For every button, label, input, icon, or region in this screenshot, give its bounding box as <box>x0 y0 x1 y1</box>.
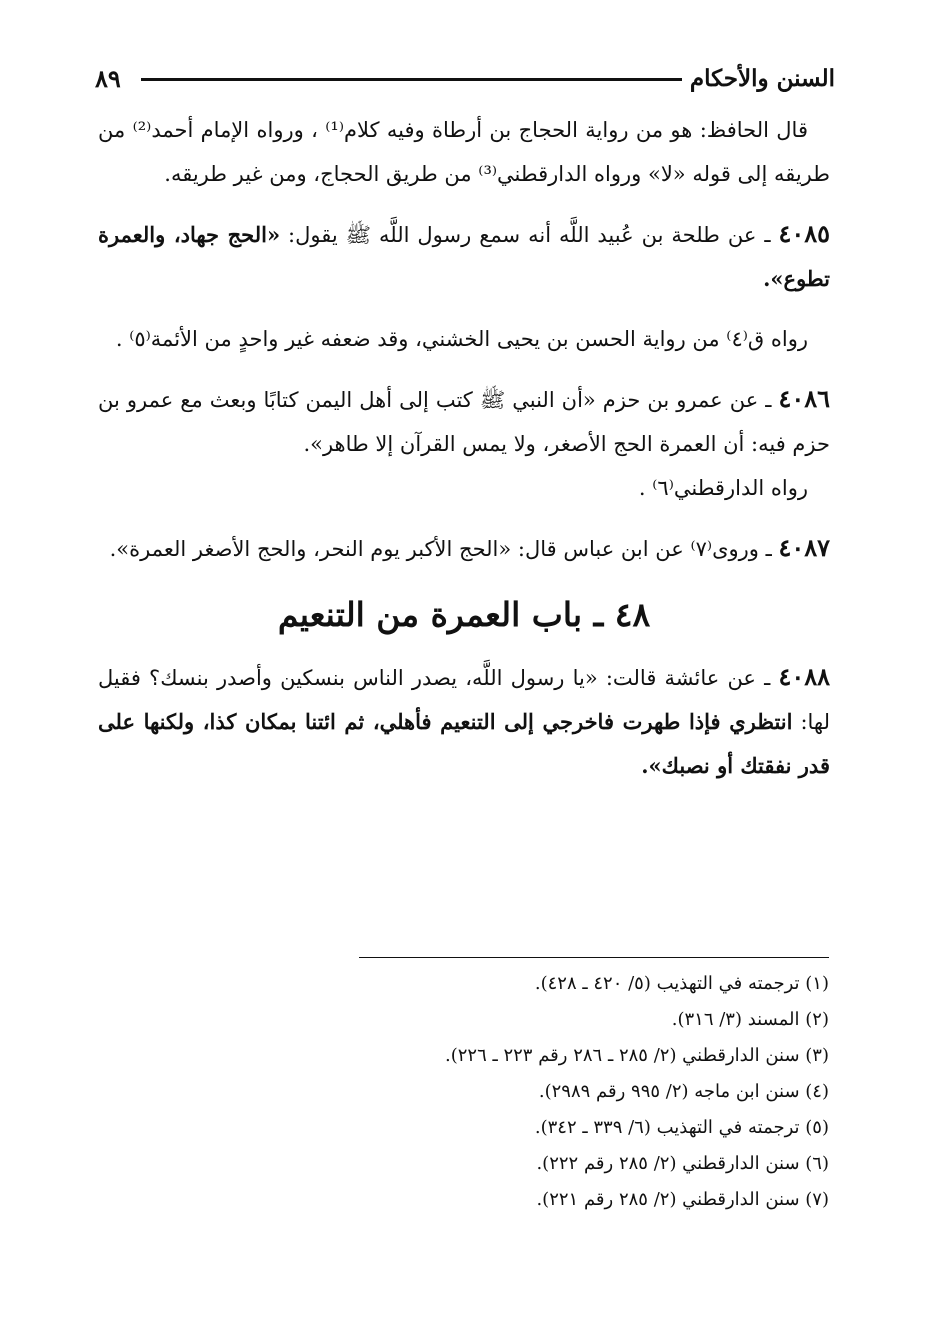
hadith-4085 <box>98 212 830 301</box>
hadith-text: ـ وروى⁽٧⁾ عن ابن عباس قال: «الحج الأكبر يوم النحر، والحج الأصغر العمرة». <box>109 537 779 561</box>
hadith-4086 <box>98 377 830 466</box>
footnote-5: (٥) ترجمته في التهذيب (٦/ ٣٣٩ ـ ٣٤٢). <box>534 1117 829 1138</box>
footnote-3: (٣) سنن الدارقطني (٢/ ٢٨٥ ـ ٢٨٦ رقم ٢٢٣ ـ ٢٢٦). <box>444 1045 829 1066</box>
footnote-2: (٢) المسند (٣/ ٣١٦). <box>671 1009 829 1030</box>
footnote-separator <box>359 957 829 958</box>
footnote-6: (٦) سنن الدارقطني (٢/ ٢٨٥ رقم ٢٢٢). <box>536 1153 829 1174</box>
paragraph-commentary-1: قال الحافظ: هو من رواية الحجاج بن أرطاة وفيه كلام⁽¹⁾ ، ورواه الإمام أحمد⁽²⁾ من طريقه إلى قوله «لا» ورواه الدارقطني⁽³⁾ من طريق الحجاج، ومن غير طريقه. <box>98 118 830 186</box>
footnote-7: (٧) سنن الدارقطني (٢/ ٢٨٥ رقم ٢٢١). <box>536 1189 829 1210</box>
page-number: ٨٩ <box>95 64 121 93</box>
hadith-number: ٤٠٨٧ <box>778 533 830 562</box>
footnote-4: (٤) سنن ابن ماجه (٢/ ٩٩٥ رقم ٢٩٨٩). <box>538 1081 829 1102</box>
chapter-heading: ٤٨ ـ باب العمرة من التنعيم <box>277 595 651 634</box>
hadith-number: ٤٠٨٥ <box>778 219 830 248</box>
hadith-quote: «الحج جهاد، والعمرة تطوع». <box>98 222 830 291</box>
hadith-quote: انتظري فإذا طهرت فاخرجي إلى التنعيم فأهلي، ثم ائتنا بمكان كذا، ولكنها على قدر نفقتك أو نصبك». <box>98 709 830 778</box>
paragraph-commentary-2: رواه ق⁽٤⁾ من رواية الحسن بن يحيى الخشني، وقد ضعفه غير واحدٍ من الأئمة⁽٥⁾ . <box>115 327 808 351</box>
hadith-text: ـ عن عائشة قالت: «يا رسول اللَّه، يصدر الناس بنسكين وأصدر بنسك؟ فقيل لها: <box>98 666 830 734</box>
hadith-number: ٤٠٨٨ <box>778 662 830 691</box>
main-text <box>98 108 830 804</box>
footnotes <box>329 966 829 1218</box>
running-title: السنن والأحكام <box>689 65 835 92</box>
header-rule <box>141 78 682 81</box>
hadith-text: ـ عن طلحة بن عُبيد اللَّه أنه سمع رسول اللَّه ﷺ يقول: <box>280 223 779 247</box>
paragraph-commentary-3: رواه الدارقطني⁽٦⁾ . <box>638 476 808 500</box>
footnote-1: (١) ترجمته في التهذيب (٥/ ٤٢٠ ـ ٤٢٨). <box>534 973 829 994</box>
hadith-text: ـ عن عمرو بن حزم «أن النبي ﷺ كتب إلى أهل اليمن كتابًا وبعث مع عمرو بن حزم فيه: أن العمرة الحج الأصغر، ولا يمس القرآن إلا طاهر». <box>98 388 830 456</box>
page-header <box>95 62 835 96</box>
hadith-4088 <box>98 655 830 788</box>
hadith-4087 <box>98 526 830 571</box>
hadith-number: ٤٠٨٦ <box>778 384 830 413</box>
